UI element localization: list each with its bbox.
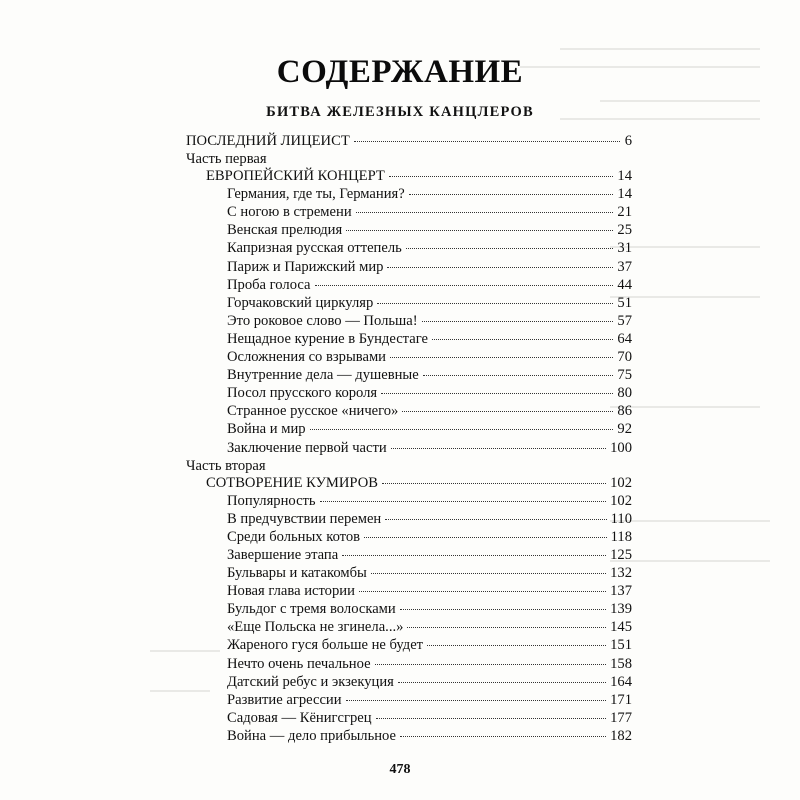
toc-chapter-entry[interactable] bbox=[186, 330, 632, 348]
leader-dots bbox=[423, 375, 614, 376]
leader-dots bbox=[382, 483, 606, 484]
toc-entry-label: Датский ребус и экзекуция bbox=[227, 673, 394, 690]
toc-chapter-entry[interactable] bbox=[186, 221, 632, 239]
part-heading bbox=[186, 457, 632, 474]
toc-entry-page: 118 bbox=[610, 528, 632, 545]
toc-entry-label: Проба голоса bbox=[227, 276, 311, 293]
leader-dots bbox=[390, 357, 613, 358]
leader-dots bbox=[354, 141, 620, 142]
toc-chapter-entry[interactable] bbox=[186, 510, 632, 528]
leader-dots bbox=[387, 267, 613, 268]
bleed-through-line bbox=[610, 246, 760, 248]
toc-entry-label: ПОСЛЕДНИЙ ЛИЦЕИСТ bbox=[186, 133, 350, 149]
toc-entry-page: 110 bbox=[610, 510, 632, 527]
page-title: СОДЕРЖАНИЕ bbox=[276, 54, 524, 90]
toc-entry-label: СОТВОРЕНИЕ КУМИРОВ bbox=[206, 474, 378, 491]
leader-dots bbox=[407, 627, 606, 628]
toc-entry-label: Нещадное курение в Бундестаге bbox=[227, 330, 428, 347]
toc-entry-label: Бульвары и катакомбы bbox=[227, 565, 367, 582]
toc-chapter-entry[interactable] bbox=[186, 492, 632, 510]
table-of-contents bbox=[186, 132, 632, 745]
toc-entry-page: 51 bbox=[617, 294, 632, 311]
toc-chapter-entry[interactable] bbox=[186, 276, 632, 294]
bleed-through-line bbox=[610, 406, 760, 408]
page-number: 478 bbox=[389, 762, 411, 777]
bleed-through-line bbox=[600, 100, 760, 102]
toc-chapter-entry[interactable] bbox=[186, 528, 632, 546]
toc-entry-label: Популярность bbox=[227, 492, 316, 509]
toc-entry-page: 57 bbox=[617, 312, 632, 329]
bleed-through-line bbox=[560, 48, 760, 50]
toc-entry-page: 139 bbox=[610, 601, 632, 618]
toc-entry-page: 44 bbox=[617, 276, 632, 293]
toc-entry-label: Среди больных котов bbox=[227, 528, 361, 545]
toc-entry-page: 164 bbox=[610, 673, 632, 690]
toc-chapter-entry[interactable] bbox=[186, 709, 632, 727]
toc-entry-page: 25 bbox=[617, 222, 632, 239]
toc-chapter-entry[interactable] bbox=[186, 727, 632, 745]
toc-entry-label: Заключение первой части bbox=[227, 439, 387, 456]
part2-chapter-list bbox=[186, 492, 632, 745]
toc-entry-label: Венская прелюдия bbox=[227, 222, 343, 239]
toc-entry-page: 177 bbox=[610, 709, 632, 726]
toc-entry-label: Развитие агрессии bbox=[227, 691, 342, 708]
toc-chapter-entry[interactable] bbox=[186, 655, 632, 673]
leader-dots bbox=[346, 700, 607, 701]
toc-entry-page: 6 bbox=[624, 133, 632, 149]
toc-chapter-entry[interactable] bbox=[186, 618, 632, 636]
leader-dots bbox=[422, 321, 614, 322]
leader-dots bbox=[371, 573, 606, 574]
toc-chapter-entry[interactable] bbox=[186, 420, 632, 438]
toc-entry-page: 14 bbox=[617, 186, 632, 203]
toc-chapter-entry[interactable] bbox=[186, 258, 632, 276]
toc-entry-page: 37 bbox=[617, 258, 632, 275]
leader-dots bbox=[381, 393, 613, 394]
toc-entry-page: 137 bbox=[610, 583, 632, 600]
toc-entry-label: Осложнения со взрывами bbox=[227, 349, 386, 366]
part-label: Часть вторая bbox=[186, 457, 266, 474]
part1-chapter-list bbox=[186, 185, 632, 456]
toc-entry-page: 100 bbox=[610, 439, 632, 456]
leader-dots bbox=[400, 736, 606, 737]
bleed-through-line bbox=[610, 296, 760, 298]
toc-entry-label: «Еще Польска не згинела...» bbox=[227, 619, 404, 636]
toc-chapter-entry[interactable] bbox=[186, 546, 632, 564]
toc-entry-page: 31 bbox=[617, 240, 632, 257]
toc-entry-page: 14 bbox=[617, 168, 632, 185]
toc-entry-label: Жареного гуся больше не будет bbox=[227, 637, 424, 654]
bleed-through-line bbox=[610, 560, 770, 562]
leader-dots bbox=[356, 212, 614, 213]
leader-dots bbox=[432, 339, 613, 340]
toc-entry-page: 171 bbox=[610, 691, 632, 708]
toc-entry-label: Война и мир bbox=[227, 421, 306, 438]
book-subtitle: БИТВА ЖЕЛЕЗНЫХ КАНЦЛЕРОВ bbox=[266, 104, 534, 120]
toc-entry-page: 70 bbox=[617, 349, 632, 366]
toc-entry-label: Посол прусского короля bbox=[227, 385, 378, 402]
toc-entry-page: 125 bbox=[610, 546, 632, 563]
leader-dots bbox=[402, 411, 613, 412]
toc-chapter-entry[interactable] bbox=[186, 636, 632, 654]
toc-entry-page: 151 bbox=[610, 637, 632, 654]
toc-chapter-entry[interactable] bbox=[186, 312, 632, 330]
toc-chapter-entry[interactable] bbox=[186, 185, 632, 203]
toc-chapter-entry[interactable] bbox=[186, 384, 632, 402]
leader-dots bbox=[346, 230, 613, 231]
toc-entry-label: Садовая — Кёнигсгрец bbox=[227, 709, 372, 726]
leader-dots bbox=[320, 501, 607, 502]
toc-entry-page: 158 bbox=[610, 655, 632, 672]
leader-dots bbox=[310, 429, 614, 430]
bleed-through-line bbox=[610, 520, 770, 522]
leader-dots bbox=[375, 664, 607, 665]
leader-dots bbox=[385, 519, 606, 520]
part-label: Часть первая bbox=[186, 151, 267, 168]
toc-chapter-entry[interactable] bbox=[186, 239, 632, 257]
toc-entry-page: 21 bbox=[617, 204, 632, 221]
leader-dots bbox=[406, 248, 614, 249]
toc-entry-label: Завершение этапа bbox=[227, 546, 339, 563]
leader-dots bbox=[400, 609, 606, 610]
toc-entry-label: ЕВРОПЕЙСКИЙ КОНЦЕРТ bbox=[206, 168, 385, 185]
toc-entry-page: 64 bbox=[617, 330, 632, 347]
toc-section-entry[interactable] bbox=[186, 474, 632, 492]
toc-entry-page: 80 bbox=[617, 385, 632, 402]
toc-chapter-entry[interactable] bbox=[186, 402, 632, 420]
toc-chapter-entry[interactable] bbox=[186, 600, 632, 618]
toc-chapter-entry[interactable] bbox=[186, 366, 632, 384]
toc-entry-label: Бульдог с тремя волосками bbox=[227, 601, 396, 618]
leader-dots bbox=[409, 194, 614, 195]
leader-dots bbox=[364, 537, 607, 538]
toc-chapter-entry[interactable] bbox=[186, 673, 632, 691]
leader-dots bbox=[315, 285, 614, 286]
toc-entry-page: 92 bbox=[617, 421, 632, 438]
toc-chapter-entry[interactable] bbox=[186, 203, 632, 221]
toc-entry-label: Капризная русская оттепель bbox=[227, 240, 402, 257]
toc-entry-page: 86 bbox=[617, 403, 632, 420]
leader-dots bbox=[376, 718, 607, 719]
leader-dots bbox=[389, 176, 614, 177]
leader-dots bbox=[342, 555, 606, 556]
toc-entry-label: Новая глава истории bbox=[227, 583, 355, 600]
leader-dots bbox=[398, 682, 606, 683]
toc-entry-label: Внутренние дела — душевные bbox=[227, 367, 419, 384]
toc-entry-page: 132 bbox=[610, 565, 632, 582]
toc-entry-label: С ногою в стремени bbox=[227, 204, 352, 221]
toc-entry-intro[interactable] bbox=[186, 132, 632, 150]
part-heading bbox=[186, 150, 632, 167]
toc-entry-page: 145 bbox=[610, 619, 632, 636]
toc-entry-label: Это роковое слово — Польша! bbox=[227, 312, 418, 329]
toc-entry-label: Германия, где ты, Германия? bbox=[227, 186, 405, 203]
toc-entry-label: Война — дело прибыльное bbox=[227, 727, 396, 744]
toc-entry-label: Париж и Парижский мир bbox=[227, 258, 384, 275]
toc-entry-label: Нечто очень печальное bbox=[227, 655, 371, 672]
toc-section-entry[interactable] bbox=[186, 167, 632, 185]
leader-dots bbox=[391, 448, 606, 449]
toc-chapter-entry[interactable] bbox=[186, 564, 632, 582]
toc-entry-page: 102 bbox=[610, 474, 632, 491]
toc-entry-page: 102 bbox=[610, 492, 632, 509]
leader-dots bbox=[359, 591, 606, 592]
toc-entry-label: Странное русское «ничего» bbox=[227, 403, 399, 420]
toc-chapter-entry[interactable] bbox=[186, 294, 632, 312]
toc-entry-label: Горчаковский циркуляр bbox=[227, 294, 374, 311]
toc-chapter-entry[interactable] bbox=[186, 582, 632, 600]
toc-chapter-entry[interactable] bbox=[186, 691, 632, 709]
toc-entry-label: В предчувствии перемен bbox=[227, 510, 382, 527]
leader-dots bbox=[377, 303, 613, 304]
toc-entry-page: 182 bbox=[610, 727, 632, 744]
toc-entry-page: 75 bbox=[617, 367, 632, 384]
leader-dots bbox=[427, 645, 606, 646]
toc-chapter-entry[interactable] bbox=[186, 439, 632, 457]
toc-chapter-entry[interactable] bbox=[186, 348, 632, 366]
